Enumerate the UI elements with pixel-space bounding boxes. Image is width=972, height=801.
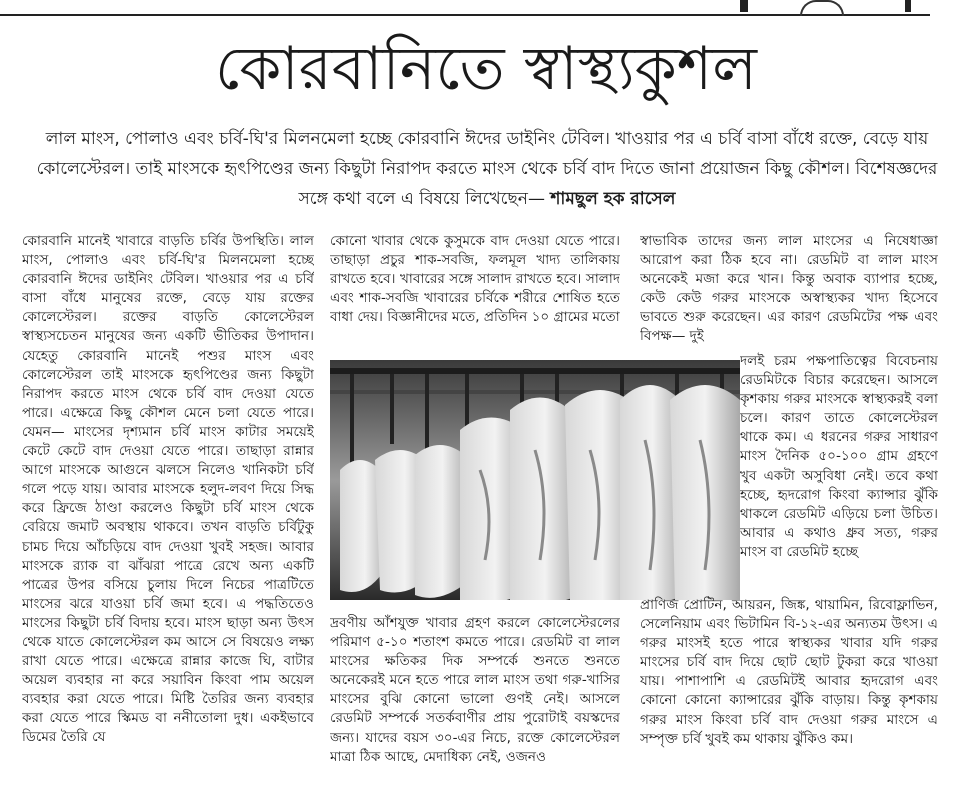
meat-photo-illustration [330,360,740,600]
masthead-mark-right [905,0,911,12]
masthead-ornament [800,0,844,16]
body-column-3-top: স্বাভাবিক তাদের জন্য লাল মাংসের এ নিষেধাজ্ঞা আরোপ করা ঠিক হবে না। রেডমিট বা লাল মাংস অনেকেই মজা করে খান। কিন্তু অবাক ব্যাপার হচ্ছে, কেউ কেউ গরুর মাংসকে অস্বাস্থ্যকর খাদ্য হিসেবে ভাবতে শুরু করেছেন। এর কারণ রেডমিটের পক্ষ এবং বিপক্ষ— দুই [640,233,938,345]
body-column-2-top: কোনো খাবার থেকে কুসুমকে বাদ দেওয়া যেতে পারে। তাছাড়া প্রচুর শাক-সবজি, ফলমূল খাদ্য তালিকায় রাখতে হবে। খাবারের সঙ্গে সালাদ রাখতে হবে। সালাদ এবং শাক-সবজি খাবারের চর্বিকে শরীরে শোষিত হতে বাধা দেয়। বিজ্ঞানীদের মতে, প্রতিদিন ১০ গ্রামের মতো [330,233,620,326]
body-column-1: কোরবানি মানেই খাবারে বাড়তি চর্বির উপস্থিতি। লাল মাংস, পোলাও এবং চর্বি-ঘি'র মিলনমেলা হচ্ছে কোরবানি ঈদের ডাইনিং টেবিল। খাওয়ার পর এ চর্বি বাসা বাঁধে মানুষের রক্তে, বেড়ে যায় রক্তের কোলেস্টেরল। রক্তের বাড়তি কোলেস্টেরল স্বাস্থ্যসচেতন মানুষের জন্য একটি ভীতিকর উপাদান। যেহেতু কোরবানি মানেই পশুর মাংস এবং কোলেস্টেরল তাই মাংসকে হৃৎপিণ্ডের জন্য কিছুটা নিরাপদ করতে মাংস থেকে চর্বি বাদ দেওয়া যেতে পারে। এক্ষেত্রে কিছু কৌশল মেনে চলা যেতে পারে। যেমন— মাংসের দৃশ্যমান চর্বি মাংস কাটার সময়েই কেটে কেটে বাদ দেওয়া যেতে পারে। তাছাড়া রান্নার আগে মাংসকে আগুনে ঝলসে নিলেও খানিকটা চর্বি গলে পড়ে যায়। আবার মাংসকে হলুদ-লবণ দিয়ে সিদ্ধ করে ফ্রিজে ঠাণ্ডা করলেও কিছুটা চর্বি মাংস থেকে বেরিয়ে জমাট অবস্থায় থাকবে। তখন বাড়তি চর্বিটুকু চামচ দিয়ে আঁচড়িয়ে বাদ দেওয়া খুবই সহজ। আবার মাংসকে র‍্যাক বা ঝাঁঝরা পাত্রে রেখে অন্য একটি পাত্রের উপর বসিয়ে চুলায় দিলে নিচের পাত্রটিতে মাংসের ঝরে যাওয়া চর্বি জমা হবে। এ পদ্ধতিতেও মাংসের কিছুটা চর্বি বিদায় হবে। মাংস ছাড়া অন্য উৎস থেকে যাতে কোলেস্টেরল কম আসে সে বিষয়েও লক্ষ্য রাখা যেতে পারে। এক্ষেত্রে রান্নার কাজে ঘি, বাটার অয়েল ব্যবহার না করে সয়াবিন কিংবা পাম অয়েল ব্যবহার করা যেতে পারে। মিষ্টি তৈরির জন্য ব্যবহার করা যেতে পারে স্কিমড বা ননীতোলা দুধ। একইভাবে ডিমের তৈরি যে [22,233,314,746]
deck-text: লাল মাংস, পোলাও এবং চর্বি-ঘি'র মিলনমেলা হচ্ছে কোরবানি ঈদের ডাইনিং টেবিল। খাওয়ার পর এ চর্বি বাসা বাঁধে রক্তে, বেড়ে যায় কোলেস্টেরল। তাই মাংসকে হৃৎপিণ্ডের জন্য কিছুটা নিরাপদ করতে মাংস থেকে চর্বি বাদ দিতে জানা প্রয়োজন কিছু কৌশল। বিশেষজ্ঞদের সঙ্গে কথা বলে এ বিষয়ে লিখেছেন— [36,129,938,209]
headline: কোরবানিতে স্বাস্থ্যকুশল [215,34,757,104]
article-deck [22,124,952,214]
body-column-3-middle: দলই চরম পক্ষপাতিত্বের বিবেচনায় রেডমিটকে বিচার করেছেন। আসলে কৃশকায় গরুর মাংসকে স্বাস্থ্যকরই বলা চলে। কারণ তাতে কোলেস্টেরল থাকে কম। এ ধরনের গরুর সাধারণ মাংস দৈনিক ৫০-১০০ গ্রাম গ্রহণে খুব একটা অসুবিধা নেই। তবে কথা হচ্ছে, হৃদরোগ কিংবা ক্যান্সার ঝুঁকি থাকলে রেডমিট এড়িয়ে চলা উচিত। আবার এ কথাও ধ্রুব সত্য, গরুর মাংস বা রেডমিট হচ্ছে [740,353,938,560]
masthead-mark [740,0,748,12]
body-column-2-bottom: দ্রবণীয় আঁশযুক্ত খাবার গ্রহণ করলে কোলেস্টেরলের পরিমাণ ৫-১০ শতাংশ কমতে পারে। রেডমিট বা লাল মাংসের ক্ষতিকর দিক সম্পর্কে শুনতে শুনতে অনেকেরই মনে হতে পারে লাল মাংস তথা গরু-খাসির মাংসের বুঝি কোনো ভালো গুণই নেই। আসলে রেডমিট সম্পর্কে সতর্কবাণীর প্রায় পুরোটাই বয়স্কদের জন্য। যাদের বয়স ৩০-এর নিচে, রক্তে কোলেস্টেরল মাত্রা ঠিক আছে, মেদাধিক্য নেই, ওজনও [330,615,620,765]
header-rule [0,14,930,16]
byline: শামছুল হক রাসেল [550,189,676,209]
body-column-3-bottom: প্রাণিজ প্রোটিন, আয়রন, জিঙ্ক, থায়ামিন, রিবোফ্লাভিন, সেলেনিয়াম এবং ভিটামিন বি-১২-এর অন্যতম উৎস। এ গরুর মাংসই হতে পারে স্বাস্থ্যকর খাবার যদি গরুর মাংসের চর্বি বাদ দিয়ে ছোট ছোট টুকরা করে খাওয়া যায়। পাশাপাশি এ রেডমিটই আবার হৃদরোগ এবং কোনো কোনো ক্যান্সারের ঝুঁকি বাড়ায়। কিন্তু কৃশকায় গরুর মাংস কিংবা চর্বি বাদ দেওয়া গরুর মাংসে এ সম্পৃক্ত চর্বি খুবই কম থাকায় ঝুঁকিও কম। [640,597,938,747]
hanging-meat-photo [330,360,740,600]
